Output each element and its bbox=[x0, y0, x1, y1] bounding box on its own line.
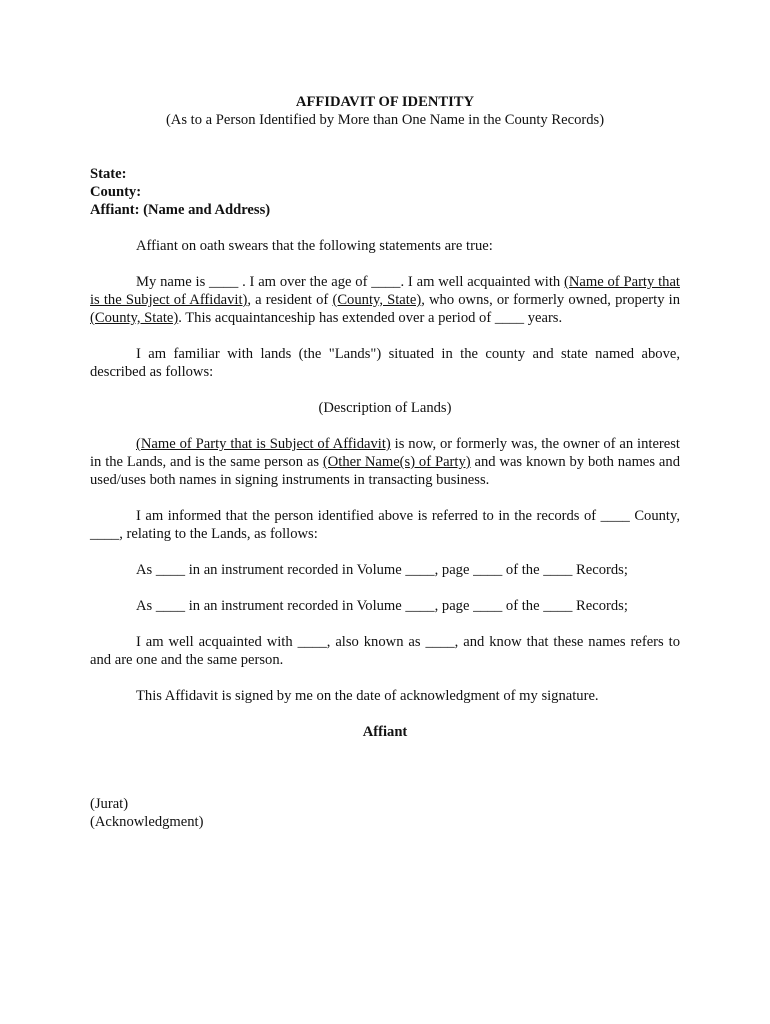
paragraph-instrument-1: As ____ in an instrument recorded in Volume ____, page ____ of the ____ Records; bbox=[136, 562, 628, 578]
jurat-label: (Jurat) bbox=[90, 796, 129, 812]
text-segment: is now, or formerly was, the owner of an interest in the Lands, and is the same person as bbox=[90, 436, 680, 470]
placeholder-county-state: (County, State) bbox=[332, 292, 422, 308]
text-segment: and was known by both names and used/uses both names in signing instruments in transacting business. bbox=[90, 454, 681, 488]
placeholder-party-name: (Name of Party that is the Subject of Affidavit) bbox=[90, 274, 680, 308]
placeholder-party-name: (Name of Party that is Subject of Affidavit) bbox=[136, 436, 391, 452]
paragraph-signed: This Affidavit is signed by me on the date of acknowledgment of my signature. bbox=[136, 688, 599, 704]
paragraph-records: I am informed that the person identified above is referred to in the records of ____ County, ____, relating to the Lands, as follows: bbox=[90, 508, 680, 542]
acknowledgment-label: (Acknowledgment) bbox=[90, 814, 204, 830]
paragraph-oath: Affiant on oath swears that the following statements are true: bbox=[136, 238, 493, 254]
paragraph-aka: I am well acquainted with ____, also known as ____, and know that these names refers to and are one and the same person. bbox=[90, 634, 680, 668]
description-of-lands: (Description of Lands) bbox=[318, 400, 452, 416]
county-label: County: bbox=[90, 184, 142, 200]
paragraph-instrument-2: As ____ in an instrument recorded in Volume ____, page ____ of the ____ Records; bbox=[136, 598, 628, 614]
placeholder-county-state: (County, State) bbox=[90, 310, 179, 326]
text-segment: , who owns, or formerly owned, property in bbox=[421, 292, 681, 308]
text-segment: , a resident of bbox=[247, 292, 333, 308]
paragraph-lands: I am familiar with lands (the "Lands") situated in the county and state named above, described as follows: bbox=[90, 346, 680, 380]
paragraph-ownership bbox=[90, 435, 680, 489]
affiant-label: Affiant: (Name and Address) bbox=[90, 202, 271, 218]
text-segment: My name is ____ . I am over the age of ____. I am well acquainted with bbox=[136, 274, 564, 290]
header-block bbox=[90, 165, 680, 219]
document-body bbox=[90, 93, 680, 831]
text-segment: . This acquaintanceship has extended over a period of ____ years. bbox=[178, 310, 563, 326]
affiant-signature-label: Affiant bbox=[362, 724, 408, 740]
placeholder-other-names: (Other Name(s) of Party) bbox=[322, 454, 471, 470]
document-subtitle: (As to a Person Identified by More than One Name in the County Records) bbox=[165, 112, 605, 128]
closing-block bbox=[90, 795, 680, 831]
paragraph-acquaintance bbox=[90, 273, 680, 327]
state-label: State: bbox=[90, 166, 127, 182]
document-title: AFFIDAVIT OF IDENTITY bbox=[295, 94, 475, 110]
